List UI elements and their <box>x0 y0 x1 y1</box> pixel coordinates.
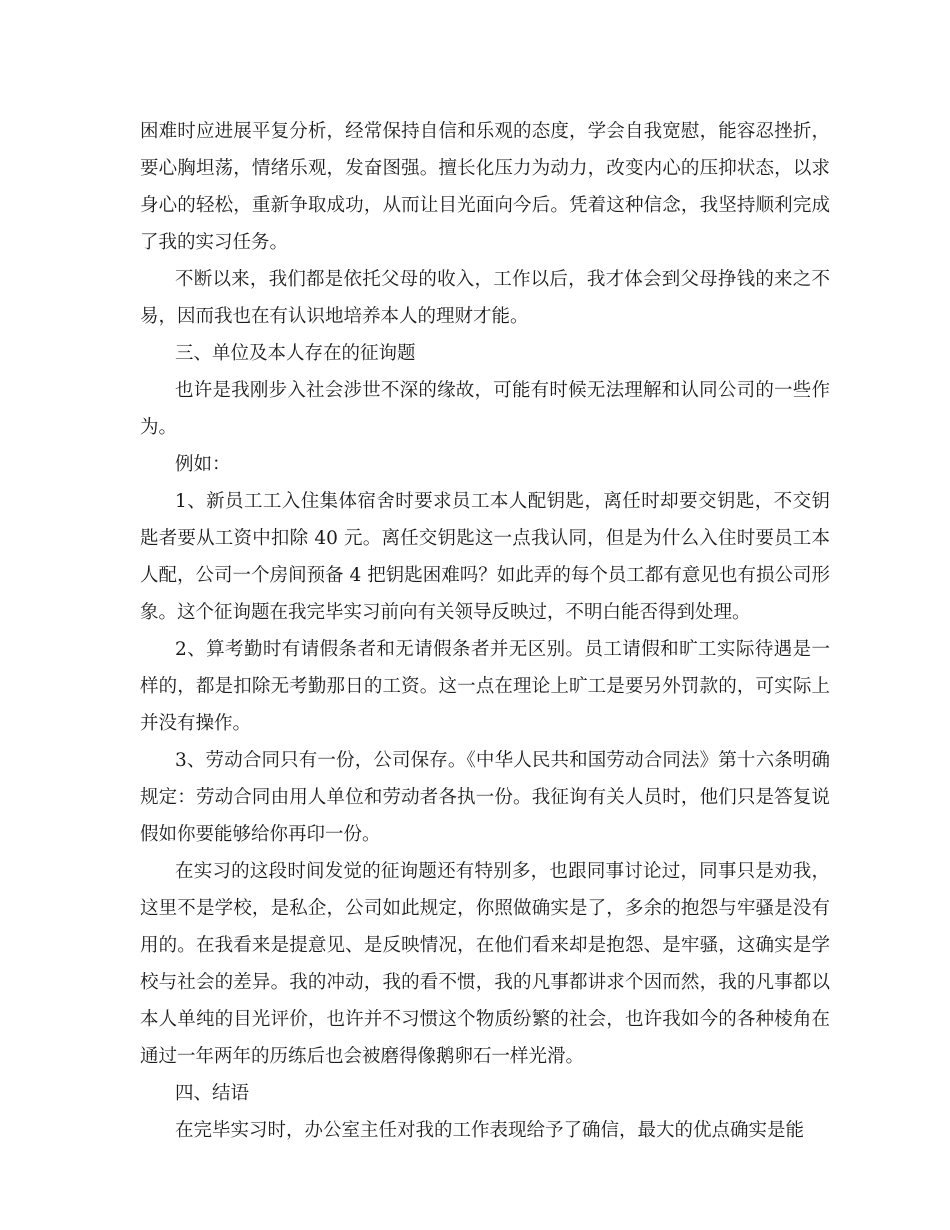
paragraph-continuation: 困难时应进展平复分析，经常保持自信和乐观的态度，学会自我宽慰，能容忍挫折，要心胸坦荡，情绪乐观，发奋图强。擅长化压力为动力，改变内心的压抑状态，以求身心的轻松，重新争取成功，从而让目光面向今后。凭着这种信念，我坚持顺利完成了我的实习任务。 <box>140 121 830 253</box>
paragraph-intro-problems: 也许是我刚步入社会涉世不深的缘故，可能有时候无法理解和认同公司的一些作为。 <box>140 380 830 438</box>
paragraph-example-label: 例如： <box>175 454 231 475</box>
document-body <box>140 113 830 1149</box>
paragraph-item-3: 3、劳动合同只有一份，公司保存。《中华人民共和国劳动合同法》第十六条明确规定：劳动合同由用人单位和劳动者各执一份。我征询有关人员时，他们只是答复说假如你要能够给你再印一份。 <box>140 750 830 845</box>
paragraph-finance: 不断以来，我们都是依托父母的收入，工作以后，我才体会到父母挣钱的来之不易，因而我也在有认识地培养本人的理财才能。 <box>140 269 830 327</box>
paragraph-conclusion: 在完毕实习时，办公室主任对我的工作表现给予了确信，最大的优点确实是能 <box>175 1120 805 1141</box>
paragraph-item-1: 1、新员工工入住集体宿舍时要求员工本人配钥匙，离任时却要交钥匙，不交钥匙者要从工资中扣除 40 元。离任交钥匙这一点我认同，但是为什么入住时要员工本人配，公司一个房间预备 4 把钥匙困难吗？如此弄的每个员工都有意见也有损公司形象。这个征询题在我完毕实习前向有关领导反映过，不明白能否得到处理。 <box>140 491 830 623</box>
section-heading-problems: 三、单位及本人存在的征询题 <box>175 343 416 364</box>
section-heading-conclusion: 四、结语 <box>175 1083 250 1104</box>
paragraph-reflection: 在实习的这段时间发觉的征询题还有特别多，也跟同事讨论过，同事只是劝我，这里不是学校，是私企，公司如此规定，你照做确实是了，多余的抱怨与牢骚是没有用的。在我看来是提意见、是反映情况，在他们看来却是抱怨、是牢骚，这确实是学校与社会的差异。我的冲动，我的看不惯，我的凡事都讲求个因而然，我的凡事都以本人单纯的目光评价，也许并不习惯这个物质纷繁的社会，也许我如今的各种棱角在通过一年两年的历练后也会被磨得像鹅卵石一样光滑。 <box>140 861 830 1067</box>
paragraph-item-2: 2、算考勤时有请假条者和无请假条者并无区别。员工请假和旷工实际待遇是一样的，都是扣除无考勤那日的工资。这一点在理论上旷工是要另外罚款的，可实际上并没有操作。 <box>140 639 830 734</box>
